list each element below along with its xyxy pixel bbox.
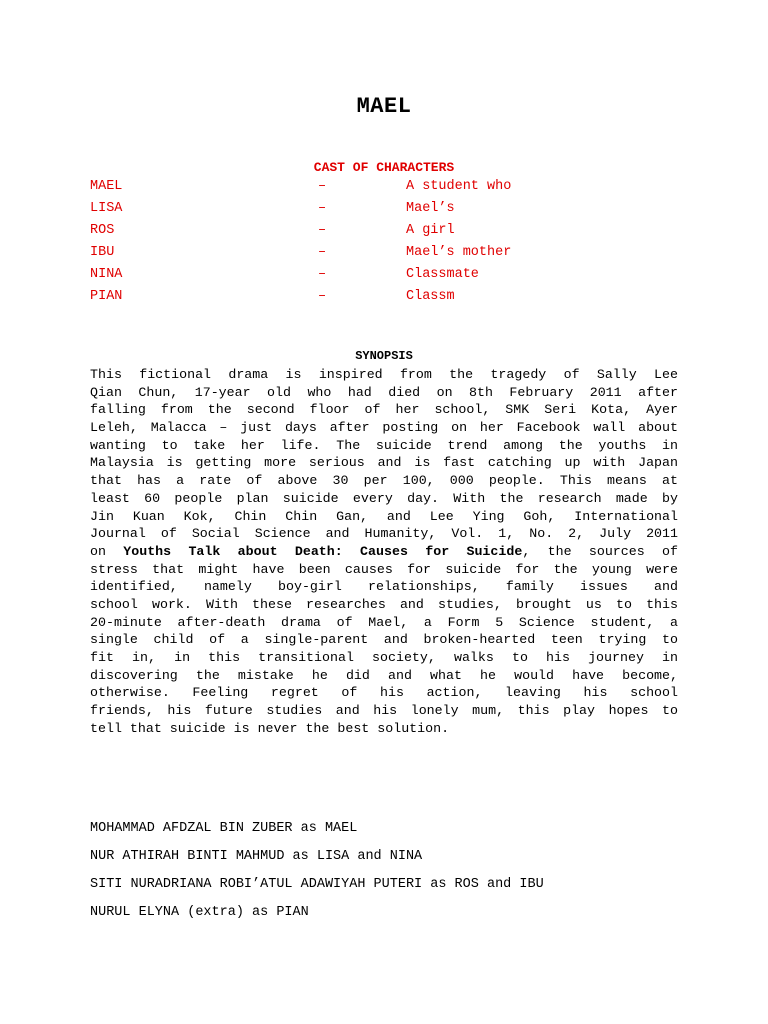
- credit-line: NUR ATHIRAH BINTI MAHMUD as LISA and NINA: [90, 849, 423, 864]
- cast-name: LISA: [90, 201, 123, 216]
- synopsis-line: 20-minute after-death drama of Mael, a Form 5 Science student, a: [90, 614, 678, 630]
- cast-row: [90, 266, 690, 288]
- cast-name: MAEL: [90, 179, 123, 194]
- synopsis-line: Jin Kuan Kok, Chin Chin Gan, and Lee Ying Goh, International: [90, 508, 678, 524]
- cast-name: IBU: [90, 245, 115, 260]
- cast-name: PIAN: [90, 289, 123, 304]
- credits-list: [90, 820, 544, 932]
- cast-dash: –: [318, 289, 327, 304]
- cast-heading-text: CAST OF CHARACTERS: [313, 160, 455, 175]
- synopsis-line: fit in, in this transitional society, walks to his journey in: [90, 650, 678, 665]
- cast-list: [90, 178, 690, 310]
- cast-name: NINA: [90, 267, 123, 282]
- cast-dash: –: [318, 223, 327, 238]
- synopsis-line: stress that might have been causes for suicide for the young were: [90, 561, 678, 577]
- cast-description: Mael’s: [406, 201, 455, 216]
- synopsis-line: single child of a single-parent and broken-hearted teen trying to: [90, 632, 678, 648]
- synopsis-line: friends, his future studies and his lonely mum, this play hopes to: [90, 703, 678, 719]
- cast-description: Classmate: [406, 267, 479, 282]
- synopsis-line: Qian Chun, 17-year old who had died on 8th February 2011 after: [90, 384, 678, 400]
- credit-line: SITI NURADRIANA ROBI’ATUL ADAWIYAH PUTERI as ROS and IBU: [90, 877, 544, 892]
- play-title: MAEL: [356, 94, 412, 119]
- synopsis-line: Leleh, Malacca – just days after posting on her Facebook wall about: [90, 420, 678, 436]
- synopsis-line: that has a rate of above 30 per 100, 000 people. This means at: [90, 473, 678, 489]
- cast-dash: –: [318, 201, 327, 216]
- synopsis-line: school work. With these researches and studies, brought us to this: [90, 596, 678, 612]
- synopsis-line: This fictional drama is inspired from the tragedy of Sally Lee: [90, 367, 678, 382]
- synopsis-line: discovering the mistake he did and what he would have become,: [90, 667, 678, 683]
- cast-row: [90, 178, 690, 200]
- synopsis-line: wanting to take her life. The suicide trend among the youths in: [90, 437, 678, 453]
- credit-line: MOHAMMAD AFDZAL BIN ZUBER as MAEL: [90, 821, 358, 836]
- synopsis-line-with-title: [90, 543, 678, 561]
- cast-dash: –: [318, 179, 327, 194]
- synopsis-heading: SYNOPSIS: [355, 349, 413, 363]
- cast-description: A girl: [406, 223, 455, 238]
- synopsis-line-prefix: on: [90, 543, 124, 559]
- synopsis-line-suffix: , the sources of: [522, 543, 678, 559]
- cast-heading: [0, 160, 768, 175]
- cast-dash: –: [318, 267, 327, 282]
- synopsis-paragraph: [90, 366, 678, 737]
- synopsis-line: otherwise. Feeling regret of his action, leaving his school: [90, 685, 678, 701]
- synopsis-line: least 60 people plan suicide every day. With the research made by: [90, 490, 678, 506]
- synopsis-line: identified, namely boy-girl relationships, family issues and: [90, 579, 678, 595]
- synopsis-line: falling from the second floor of her school, SMK Seri Kota, Ayer: [90, 402, 678, 418]
- cast-row: [90, 244, 690, 266]
- synopsis-line: tell that suicide is never the best solution.: [90, 720, 450, 736]
- credit-line: NURUL ELYNA (extra) as PIAN: [90, 905, 309, 920]
- cast-row: [90, 200, 690, 222]
- cast-row: [90, 222, 690, 244]
- synopsis-line: Malaysia is getting more serious and is fast catching up with Japan: [90, 455, 678, 471]
- cast-description: A student who: [406, 179, 512, 194]
- cast-description: Classm: [406, 289, 455, 304]
- cast-dash: –: [318, 245, 327, 260]
- synopsis-line: Journal of Social Science and Humanity, Vol. 1, No. 2, July 2011: [90, 526, 678, 542]
- research-title: Youths Talk about Death: Causes for Suicide: [123, 543, 523, 559]
- cast-name: ROS: [90, 223, 115, 238]
- cast-description: Mael’s mother: [406, 245, 512, 260]
- cast-row: [90, 288, 690, 310]
